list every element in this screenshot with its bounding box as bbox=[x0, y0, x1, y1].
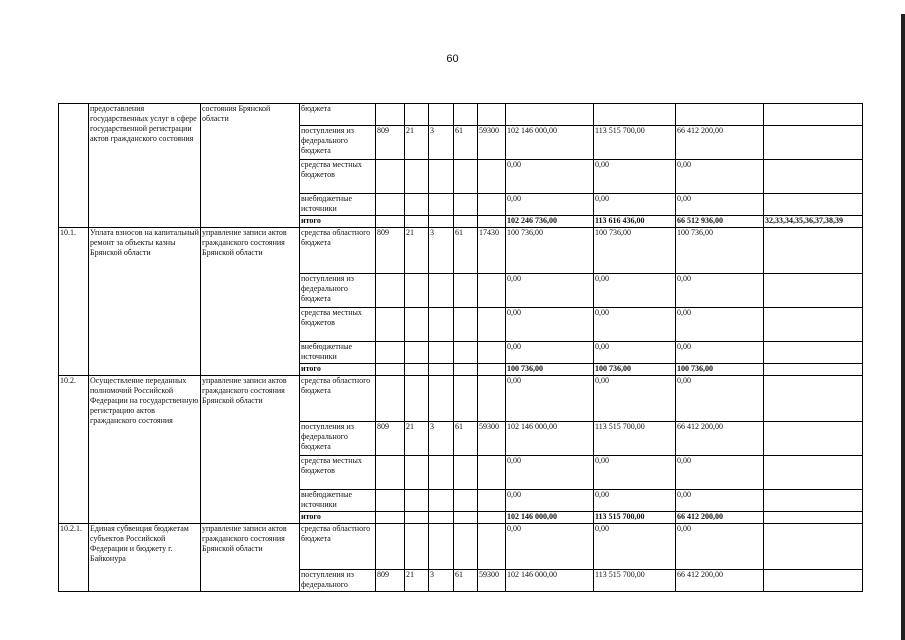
value-2020-cell: 0,00 bbox=[594, 308, 676, 342]
funding-source-cell: внебюджетные источники bbox=[300, 490, 376, 512]
funding-source-cell: поступления из федерального бюджета bbox=[300, 126, 376, 160]
funding-source-cell: средства областного бюджета bbox=[300, 524, 376, 570]
table-row bbox=[59, 524, 863, 570]
admin-code-cell bbox=[376, 274, 405, 308]
value-2020-cell bbox=[594, 104, 676, 126]
funding-source-cell: итого bbox=[300, 216, 376, 228]
subsection-code-cell: 3 bbox=[429, 126, 454, 160]
program-code-cell bbox=[454, 160, 478, 194]
value-2019-cell: 0,00 bbox=[506, 376, 594, 422]
funding-source-cell: средства местных бюджетов bbox=[300, 160, 376, 194]
section-code-cell bbox=[405, 376, 429, 422]
indicator-refs-cell bbox=[764, 524, 863, 570]
funding-source-cell: внебюджетные источники bbox=[300, 342, 376, 364]
funding-source-cell: поступления из федерального bbox=[300, 570, 376, 592]
indicator-refs-cell bbox=[764, 364, 863, 376]
indicator-refs-cell bbox=[764, 490, 863, 512]
section-code-cell bbox=[405, 490, 429, 512]
funding-source-cell: итого bbox=[300, 512, 376, 524]
indicator-refs-cell bbox=[764, 308, 863, 342]
value-2021-cell: 100 736,00 bbox=[676, 364, 764, 376]
value-2019-cell: 100 736,00 bbox=[506, 228, 594, 274]
value-2019-cell: 102 246 736,00 bbox=[506, 216, 594, 228]
subsection-code-cell bbox=[429, 308, 454, 342]
subsection-code-cell bbox=[429, 274, 454, 308]
program-code-cell bbox=[454, 274, 478, 308]
admin-code-cell bbox=[376, 456, 405, 490]
target-code-cell: 59300 bbox=[478, 570, 506, 592]
program-code-cell bbox=[454, 104, 478, 126]
section-code-cell bbox=[405, 512, 429, 524]
program-code-cell bbox=[454, 194, 478, 216]
admin-code-cell bbox=[376, 490, 405, 512]
section-code-cell bbox=[405, 274, 429, 308]
value-2019-cell: 102 146 000,00 bbox=[506, 570, 594, 592]
table-row bbox=[59, 104, 863, 126]
value-2021-cell: 66 412 200,00 bbox=[676, 512, 764, 524]
value-2021-cell: 0,00 bbox=[676, 376, 764, 422]
admin-code-cell: 809 bbox=[376, 422, 405, 456]
value-2020-cell: 0,00 bbox=[594, 160, 676, 194]
value-2020-cell: 0,00 bbox=[594, 342, 676, 364]
funding-source-cell: поступления из федерального бюджета bbox=[300, 422, 376, 456]
subsection-code-cell: 3 bbox=[429, 228, 454, 274]
page-edge-shadow bbox=[901, 14, 905, 640]
subsection-code-cell bbox=[429, 512, 454, 524]
subsection-code-cell bbox=[429, 376, 454, 422]
target-code-cell: 59300 bbox=[478, 126, 506, 160]
section-code-cell: 21 bbox=[405, 126, 429, 160]
section-code-cell bbox=[405, 308, 429, 342]
budget-table bbox=[58, 103, 863, 592]
subsection-code-cell bbox=[429, 160, 454, 194]
subsection-code-cell bbox=[429, 364, 454, 376]
value-2019-cell: 0,00 bbox=[506, 308, 594, 342]
target-code-cell bbox=[478, 216, 506, 228]
subsection-code-cell bbox=[429, 490, 454, 512]
value-2021-cell: 0,00 bbox=[676, 194, 764, 216]
indicator-refs-cell bbox=[764, 126, 863, 160]
indicator-refs-cell bbox=[764, 376, 863, 422]
executor-cell: управление записи актов гражданского состояния Брянской области bbox=[201, 524, 300, 592]
indicator-refs-cell bbox=[764, 160, 863, 194]
value-2021-cell: 0,00 bbox=[676, 524, 764, 570]
value-2019-cell: 0,00 bbox=[506, 456, 594, 490]
target-code-cell bbox=[478, 104, 506, 126]
subsection-code-cell: 3 bbox=[429, 422, 454, 456]
value-2020-cell: 113 515 700,00 bbox=[594, 126, 676, 160]
section-code-cell bbox=[405, 216, 429, 228]
value-2021-cell: 66 412 200,00 bbox=[676, 570, 764, 592]
admin-code-cell bbox=[376, 308, 405, 342]
admin-code-cell bbox=[376, 512, 405, 524]
program-code-cell bbox=[454, 524, 478, 570]
value-2021-cell: 66 512 936,00 bbox=[676, 216, 764, 228]
value-2020-cell: 113 515 700,00 bbox=[594, 512, 676, 524]
program-code-cell: 61 bbox=[454, 228, 478, 274]
value-2020-cell: 0,00 bbox=[594, 194, 676, 216]
value-2021-cell: 0,00 bbox=[676, 342, 764, 364]
program-code-cell: 61 bbox=[454, 570, 478, 592]
value-2019-cell: 102 146 000,00 bbox=[506, 512, 594, 524]
value-2021-cell: 100 736,00 bbox=[676, 228, 764, 274]
admin-code-cell: 809 bbox=[376, 126, 405, 160]
value-2020-cell: 0,00 bbox=[594, 490, 676, 512]
value-2021-cell bbox=[676, 104, 764, 126]
subsection-code-cell bbox=[429, 194, 454, 216]
section-code-cell: 21 bbox=[405, 570, 429, 592]
executor-cell: состояния Брянской области bbox=[201, 104, 300, 228]
funding-source-cell: внебюджетные источники bbox=[300, 194, 376, 216]
value-2021-cell: 0,00 bbox=[676, 274, 764, 308]
section-code-cell bbox=[405, 456, 429, 490]
funding-source-cell: итого bbox=[300, 364, 376, 376]
subsection-code-cell bbox=[429, 456, 454, 490]
value-2019-cell bbox=[506, 104, 594, 126]
value-2021-cell: 0,00 bbox=[676, 160, 764, 194]
value-2020-cell: 0,00 bbox=[594, 376, 676, 422]
indicator-refs-cell bbox=[764, 274, 863, 308]
funding-source-cell: средства местных бюджетов bbox=[300, 456, 376, 490]
event-name-cell: Осуществление переданных полномочий Российской Федерации на государственную регистрацию актов гражданского состояния bbox=[89, 376, 201, 524]
page-number: 60 bbox=[446, 53, 459, 65]
value-2019-cell: 0,00 bbox=[506, 342, 594, 364]
program-code-cell: 61 bbox=[454, 126, 478, 160]
row-number-cell: 10.1. bbox=[59, 228, 89, 376]
value-2020-cell: 100 736,00 bbox=[594, 364, 676, 376]
value-2019-cell: 0,00 bbox=[506, 160, 594, 194]
program-code-cell bbox=[454, 364, 478, 376]
target-code-cell: 59300 bbox=[478, 422, 506, 456]
admin-code-cell bbox=[376, 216, 405, 228]
funding-source-cell: средства областного бюджета bbox=[300, 228, 376, 274]
target-code-cell bbox=[478, 512, 506, 524]
indicator-refs-cell: 32,33,34,35,36,37,38,39 bbox=[764, 216, 863, 228]
indicator-refs-cell bbox=[764, 570, 863, 592]
indicator-refs-cell bbox=[764, 228, 863, 274]
section-code-cell bbox=[405, 160, 429, 194]
value-2019-cell: 0,00 bbox=[506, 194, 594, 216]
event-name-cell: Уплата взносов на капитальный ремонт за объекты казны Брянской области bbox=[89, 228, 201, 376]
program-code-cell bbox=[454, 490, 478, 512]
admin-code-cell bbox=[376, 364, 405, 376]
admin-code-cell: 809 bbox=[376, 228, 405, 274]
row-number-cell: 10.2.1. bbox=[59, 524, 89, 592]
table-row bbox=[59, 376, 863, 422]
admin-code-cell bbox=[376, 342, 405, 364]
target-code-cell bbox=[478, 342, 506, 364]
target-code-cell bbox=[478, 364, 506, 376]
event-name-cell: предоставления государственных услуг в сфере государственной регистрации актов гражданского состояния bbox=[89, 104, 201, 228]
program-code-cell bbox=[454, 456, 478, 490]
indicator-refs-cell bbox=[764, 342, 863, 364]
target-code-cell bbox=[478, 376, 506, 422]
admin-code-cell bbox=[376, 104, 405, 126]
executor-cell: управление записи актов гражданского состояния Брянской области bbox=[201, 228, 300, 376]
funding-source-cell: средства областного бюджета bbox=[300, 376, 376, 422]
target-code-cell bbox=[478, 274, 506, 308]
target-code-cell bbox=[478, 456, 506, 490]
value-2019-cell: 0,00 bbox=[506, 524, 594, 570]
value-2019-cell: 0,00 bbox=[506, 490, 594, 512]
target-code-cell bbox=[478, 308, 506, 342]
value-2020-cell: 0,00 bbox=[594, 524, 676, 570]
subsection-code-cell bbox=[429, 342, 454, 364]
section-code-cell: 21 bbox=[405, 422, 429, 456]
indicator-refs-cell bbox=[764, 422, 863, 456]
section-code-cell bbox=[405, 104, 429, 126]
table-body bbox=[59, 104, 863, 592]
funding-source-cell: поступления из федерального бюджета bbox=[300, 274, 376, 308]
admin-code-cell bbox=[376, 524, 405, 570]
indicator-refs-cell bbox=[764, 512, 863, 524]
subsection-code-cell: 3 bbox=[429, 570, 454, 592]
target-code-cell bbox=[478, 490, 506, 512]
subsection-code-cell bbox=[429, 104, 454, 126]
target-code-cell bbox=[478, 524, 506, 570]
executor-cell: управление записи актов гражданского состояния Брянской области bbox=[201, 376, 300, 524]
program-code-cell bbox=[454, 308, 478, 342]
section-code-cell bbox=[405, 364, 429, 376]
program-code-cell: 61 bbox=[454, 422, 478, 456]
target-code-cell: 17430 bbox=[478, 228, 506, 274]
value-2019-cell: 102 146 000,00 bbox=[506, 126, 594, 160]
value-2021-cell: 66 412 200,00 bbox=[676, 422, 764, 456]
value-2021-cell: 0,00 bbox=[676, 490, 764, 512]
admin-code-cell bbox=[376, 194, 405, 216]
value-2019-cell: 0,00 bbox=[506, 274, 594, 308]
row-number-cell: 10.2. bbox=[59, 376, 89, 524]
indicator-refs-cell bbox=[764, 104, 863, 126]
section-code-cell: 21 bbox=[405, 228, 429, 274]
value-2021-cell: 0,00 bbox=[676, 308, 764, 342]
subsection-code-cell bbox=[429, 216, 454, 228]
row-number-cell bbox=[59, 104, 89, 228]
target-code-cell bbox=[478, 160, 506, 194]
funding-source-cell: бюджета bbox=[300, 104, 376, 126]
value-2021-cell: 0,00 bbox=[676, 456, 764, 490]
admin-code-cell: 809 bbox=[376, 570, 405, 592]
section-code-cell bbox=[405, 342, 429, 364]
indicator-refs-cell bbox=[764, 456, 863, 490]
value-2021-cell: 66 412 200,00 bbox=[676, 126, 764, 160]
admin-code-cell bbox=[376, 376, 405, 422]
admin-code-cell bbox=[376, 160, 405, 194]
value-2020-cell: 113 515 700,00 bbox=[594, 422, 676, 456]
value-2019-cell: 102 146 000,00 bbox=[506, 422, 594, 456]
event-name-cell: Единая субвенция бюджетам субъектов Российской Федерации и бюджету г. Байконура bbox=[89, 524, 201, 592]
funding-source-cell: средства местных бюджетов bbox=[300, 308, 376, 342]
value-2020-cell: 0,00 bbox=[594, 274, 676, 308]
value-2020-cell: 113 616 436,00 bbox=[594, 216, 676, 228]
program-code-cell bbox=[454, 216, 478, 228]
value-2019-cell: 100 736,00 bbox=[506, 364, 594, 376]
section-code-cell bbox=[405, 194, 429, 216]
subsection-code-cell bbox=[429, 524, 454, 570]
value-2020-cell: 0,00 bbox=[594, 456, 676, 490]
section-code-cell bbox=[405, 524, 429, 570]
target-code-cell bbox=[478, 194, 506, 216]
program-code-cell bbox=[454, 512, 478, 524]
table-row bbox=[59, 228, 863, 274]
value-2020-cell: 113 515 700,00 bbox=[594, 570, 676, 592]
indicator-refs-cell bbox=[764, 194, 863, 216]
program-code-cell bbox=[454, 376, 478, 422]
program-code-cell bbox=[454, 342, 478, 364]
value-2020-cell: 100 736,00 bbox=[594, 228, 676, 274]
